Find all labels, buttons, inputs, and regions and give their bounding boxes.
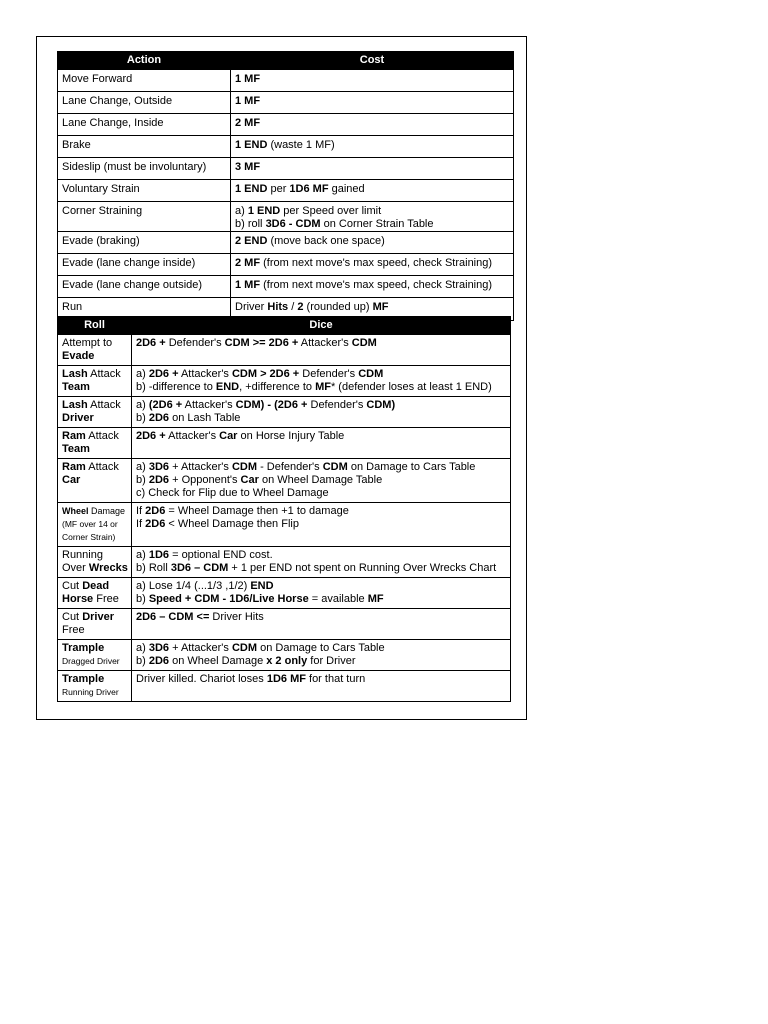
text-fragment: a) Lose 1/4 (...1/3 ,1/2) — [136, 580, 251, 592]
text-fragment: Defender's — [165, 337, 225, 349]
text-fragment: a) — [235, 205, 248, 217]
text-fragment: (from next move's max speed, check Straining) — [260, 279, 493, 291]
text-fragment: per Speed over limit — [280, 205, 382, 217]
text-fragment: Attack — [87, 399, 121, 411]
text-fragment: Trample — [62, 642, 105, 654]
table-row — [58, 459, 511, 503]
cost-cell — [231, 136, 514, 158]
dice-cell — [132, 547, 511, 578]
text-fragment: Hits — [267, 301, 289, 313]
text-fragment: CDM — [231, 461, 258, 473]
text-fragment: CDM >= 2D6 + — [224, 337, 299, 349]
table-row — [58, 366, 511, 397]
text-fragment: on Lash Table — [169, 412, 241, 424]
text-fragment: Dragged Driver — [62, 656, 120, 666]
table-row — [58, 428, 511, 459]
text-fragment: CDM — [231, 642, 258, 654]
text-fragment: Attacker's — [182, 399, 236, 411]
text-fragment: (move back one space) — [267, 235, 385, 247]
text-fragment: 2 MF — [235, 117, 261, 129]
cost-cell — [231, 70, 514, 92]
text-fragment: = optional END cost. — [169, 549, 273, 561]
text-fragment: on Corner Strain Table — [320, 218, 434, 230]
table-row — [58, 136, 514, 158]
text-fragment: Defender's — [307, 399, 367, 411]
text-fragment: , +difference to — [239, 381, 316, 393]
text-fragment: b) Roll — [136, 562, 171, 574]
text-fragment: Attack — [87, 368, 121, 380]
text-fragment: 3D6 – CDM — [170, 562, 229, 574]
dice-cell — [132, 503, 511, 547]
table-row — [58, 232, 514, 254]
dice-cell — [132, 397, 511, 428]
cost-cell — [231, 158, 514, 180]
action-cell: Sideslip (must be involuntary) — [58, 158, 231, 180]
text-fragment: 2 END — [235, 235, 268, 247]
action-cell: Lane Change, Outside — [58, 92, 231, 114]
text-fragment: Attack — [85, 430, 119, 442]
text-fragment: Speed + CDM - 1D6/Live Horse — [148, 593, 309, 605]
action-cell: Run — [58, 298, 231, 321]
text-fragment: Attacker's — [178, 368, 232, 380]
dice-cell — [132, 459, 511, 503]
cost-cell — [231, 92, 514, 114]
roll-cell — [58, 335, 132, 366]
table-row — [58, 70, 514, 92]
table-row — [58, 578, 511, 609]
action-cell: Evade (lane change outside) — [58, 276, 231, 298]
text-fragment: 1 END — [247, 205, 281, 217]
text-fragment: (waste 1 MF) — [267, 139, 335, 151]
text-fragment: If — [136, 518, 146, 530]
cost-cell — [231, 232, 514, 254]
text-fragment: Car — [219, 430, 238, 442]
text-fragment: 2D6 + — [136, 430, 166, 442]
text-fragment: Over — [62, 562, 89, 574]
text-fragment: = available — [308, 593, 368, 605]
text-fragment: (rounded up) — [303, 301, 373, 313]
text-fragment: / — [288, 301, 298, 313]
text-fragment: a) — [136, 368, 149, 380]
text-fragment: MF — [367, 593, 384, 605]
text-fragment: Attack — [85, 461, 119, 473]
text-fragment: Damage — [88, 506, 126, 516]
table-row — [58, 180, 514, 202]
text-fragment: Attacker's — [298, 337, 352, 349]
text-fragment: per — [267, 183, 290, 195]
table-row — [58, 158, 514, 180]
roll-cell — [58, 609, 132, 640]
text-fragment: Lash — [62, 368, 88, 380]
text-fragment: Running — [62, 549, 103, 561]
text-fragment: (from next move's max speed, check Straining) — [260, 257, 493, 269]
action-cell: Voluntary Strain — [58, 180, 231, 202]
text-fragment: (MF over 14 or — [62, 519, 118, 529]
text-fragment: MF — [315, 381, 331, 393]
text-fragment: Ram — [62, 461, 86, 473]
text-fragment: b) — [136, 593, 149, 605]
roll-cell — [58, 578, 132, 609]
cost-cell — [231, 254, 514, 276]
table-row — [58, 397, 511, 428]
text-fragment: 3D6 - CDM — [265, 218, 321, 230]
text-fragment: b) roll — [235, 218, 266, 230]
text-fragment: c) Check for Flip due to Wheel Damage — [136, 487, 329, 499]
table-row — [58, 276, 514, 298]
text-fragment: 1 MF — [235, 279, 261, 291]
roll-cell — [58, 640, 132, 671]
roll-cell — [58, 671, 132, 702]
text-fragment: Driver — [62, 412, 94, 424]
text-fragment: 2D6 — [148, 655, 170, 667]
table-row — [58, 547, 511, 578]
text-fragment: Attempt to — [62, 337, 113, 349]
table-row — [58, 114, 514, 136]
text-fragment: 1D6 — [148, 549, 170, 561]
text-fragment: END — [215, 381, 240, 393]
action-cell: Brake — [58, 136, 231, 158]
text-fragment: 2D6 — [148, 474, 170, 486]
text-fragment: on Wheel Damage Table — [258, 474, 383, 486]
text-fragment: Free — [93, 593, 119, 605]
text-fragment: b) — [136, 655, 149, 667]
text-fragment: Horse — [62, 593, 94, 605]
text-fragment: Wheel — [62, 506, 89, 516]
text-fragment: 3D6 — [148, 461, 170, 473]
text-fragment: 2 — [297, 301, 304, 313]
text-fragment: for that turn — [305, 673, 366, 685]
text-fragment: 3D6 — [148, 642, 170, 654]
text-fragment: (2D6 + — [148, 399, 183, 411]
text-fragment: Ram — [62, 430, 86, 442]
text-fragment: + 1 per END not spent on Running Over Wrecks Chart — [228, 562, 497, 574]
text-fragment: Defender's — [299, 368, 359, 380]
text-fragment: 2D6 — [145, 518, 166, 530]
text-fragment: b) -difference to — [136, 381, 216, 393]
text-fragment: 1 END — [235, 183, 268, 195]
text-fragment: Driver — [82, 611, 114, 623]
text-fragment: 1 MF — [235, 95, 261, 107]
text-fragment: Cut — [62, 580, 83, 592]
action-cell: Lane Change, Inside — [58, 114, 231, 136]
text-fragment: on Damage to Cars Table — [257, 642, 385, 654]
roll-cell — [58, 397, 132, 428]
table-row — [58, 92, 514, 114]
dice-column-header: Dice — [132, 317, 511, 335]
text-fragment: CDM) — [366, 399, 396, 411]
action-cell: Corner Straining — [58, 202, 231, 232]
text-fragment: x 2 only — [266, 655, 308, 667]
roll-cell — [58, 547, 132, 578]
roll-cell — [58, 459, 132, 503]
text-fragment: Wrecks — [88, 562, 128, 574]
table-header-row — [58, 317, 511, 335]
text-fragment: Driver Hits — [209, 611, 264, 623]
dice-cell — [132, 578, 511, 609]
text-fragment: CDM) - (2D6 + — [235, 399, 308, 411]
text-fragment: 2 MF — [235, 257, 261, 269]
roll-column-header: Roll — [58, 317, 132, 335]
text-fragment: Attacker's — [165, 430, 220, 442]
cost-cell — [231, 202, 514, 232]
dice-cell — [132, 671, 511, 702]
text-fragment: If — [136, 505, 146, 517]
roll-cell — [58, 428, 132, 459]
text-fragment: CDM > 2D6 + — [231, 368, 300, 380]
text-fragment: on Damage to Cars Table — [347, 461, 476, 473]
text-fragment: Free — [62, 624, 85, 636]
text-fragment: Corner Strain) — [62, 532, 116, 542]
cost-cell — [231, 114, 514, 136]
roll-dice-table — [57, 316, 511, 702]
text-fragment: + Attacker's — [169, 642, 232, 654]
action-cell: Evade (braking) — [58, 232, 231, 254]
text-fragment: a) — [136, 549, 149, 561]
text-fragment: on Horse Injury Table — [237, 430, 345, 442]
text-fragment: b) — [136, 474, 149, 486]
roll-cell — [58, 366, 132, 397]
text-fragment: Trample — [62, 673, 105, 685]
table-row — [58, 335, 511, 366]
text-fragment: 3 MF — [235, 161, 261, 173]
text-fragment: Evade — [62, 350, 95, 362]
text-fragment: on Wheel Damage — [169, 655, 267, 667]
text-fragment: 1D6 MF — [266, 673, 306, 685]
roll-cell — [58, 503, 132, 547]
dice-cell — [132, 609, 511, 640]
cost-column-header: Cost — [231, 52, 514, 70]
dice-cell — [132, 640, 511, 671]
text-fragment: END — [250, 580, 274, 592]
text-fragment: < Wheel Damage then Flip — [165, 518, 299, 530]
text-fragment: Running Driver — [62, 687, 119, 697]
text-fragment: Car — [62, 474, 81, 486]
dice-cell — [132, 366, 511, 397]
table-row — [58, 671, 511, 702]
dice-cell — [132, 428, 511, 459]
text-fragment: for Driver — [307, 655, 356, 667]
text-fragment: Driver — [235, 301, 268, 313]
text-fragment: a) — [136, 642, 149, 654]
text-fragment: + Attacker's — [169, 461, 232, 473]
text-fragment: Car — [240, 474, 259, 486]
text-fragment: b) — [136, 412, 149, 424]
text-fragment: - Defender's — [257, 461, 323, 473]
text-fragment: Lash — [62, 399, 88, 411]
text-fragment: a) — [136, 399, 149, 411]
text-fragment: a) — [136, 461, 149, 473]
action-cell: Move Forward — [58, 70, 231, 92]
text-fragment: Dead — [82, 580, 110, 592]
text-fragment: 2D6 – CDM <= — [136, 611, 210, 623]
text-fragment: gained — [328, 183, 365, 195]
table-header-row — [58, 52, 514, 70]
text-fragment: CDM — [351, 337, 377, 349]
action-cost-table — [57, 51, 514, 321]
text-fragment: 2D6 + — [148, 368, 179, 380]
text-fragment: Cut — [62, 611, 83, 623]
text-fragment: Team — [62, 443, 90, 455]
text-fragment: Driver killed. Chariot loses — [136, 673, 267, 685]
text-fragment: + Opponent's — [169, 474, 241, 486]
table-row — [58, 254, 514, 276]
table-row — [58, 503, 511, 547]
dice-cell — [132, 335, 511, 366]
text-fragment: 2D6 — [148, 412, 170, 424]
text-fragment: 1D6 MF — [289, 183, 329, 195]
action-column-header: Action — [58, 52, 231, 70]
text-fragment: * (defender loses at least 1 END) — [330, 381, 492, 393]
cost-cell — [231, 276, 514, 298]
text-fragment: = Wheel Damage then +1 to damage — [165, 505, 349, 517]
text-fragment: 1 END — [235, 139, 268, 151]
action-cell: Evade (lane change inside) — [58, 254, 231, 276]
text-fragment: CDM — [322, 461, 348, 473]
cost-cell — [231, 180, 514, 202]
text-fragment: Team — [62, 381, 90, 393]
table-row — [58, 640, 511, 671]
table-row — [58, 202, 514, 232]
text-fragment: MF — [372, 301, 389, 313]
text-fragment: 1 MF — [235, 73, 261, 85]
table-row — [58, 609, 511, 640]
text-fragment: CDM — [358, 368, 384, 380]
text-fragment: 2D6 + — [136, 337, 166, 349]
text-fragment: 2D6 — [145, 505, 166, 517]
